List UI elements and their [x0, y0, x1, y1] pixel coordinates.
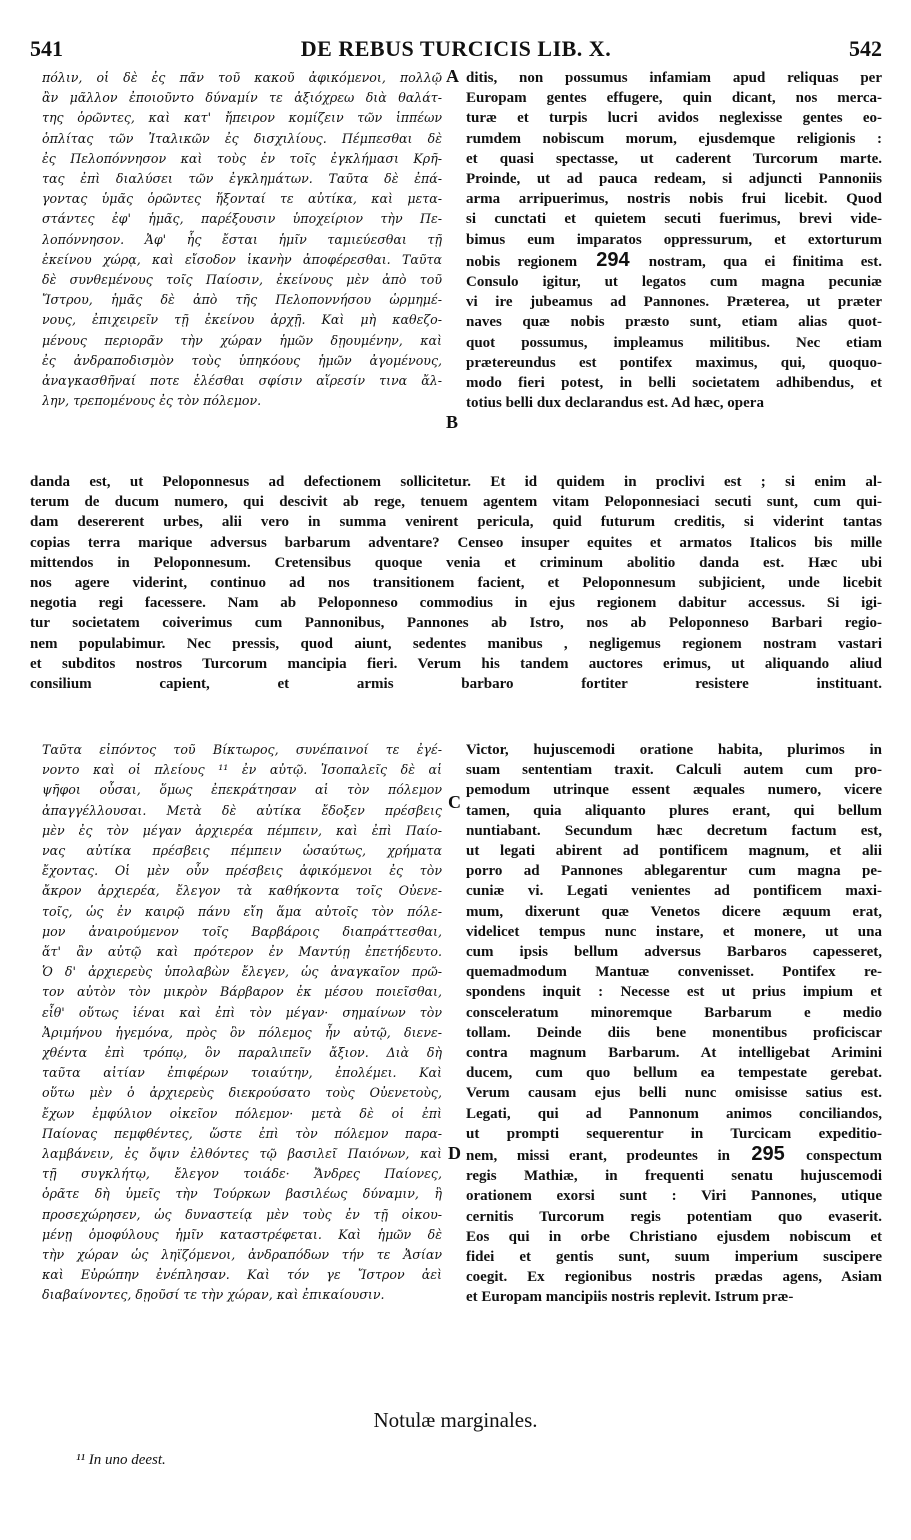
bottom-latin-column	[466, 740, 882, 1308]
text-line: μένῃ ὁμοφύλους ἡμῖν καταστρέφεται. Καὶ ἡμῶν δὲ	[42, 1226, 442, 1242]
text-line: τὴν χώραν ὡς ληϊζόμενοι, ἀνδραπόδων τήν τε Ἀσίαν	[42, 1247, 442, 1263]
text-line: pemodum utrinque essent æquales numero, vicere	[466, 782, 882, 799]
text-line: copias terra marique adversus barbarum adventare? Censeo insuper equites et armatos Italicos bis mille	[30, 534, 882, 551]
text-line: ἄκρον ἀρχιερέα, ἔλεγον τὰ καθήκοντα τοῖς Οὐενε-	[42, 883, 442, 899]
text-line: ἂν μᾶλλον ἐποιοῦντο δύναμίν τε ἀξιόχρεω διὰ θαλάτ-	[42, 90, 442, 106]
text-line: ditis, non possumus infamiam apud reliquas per	[466, 70, 882, 86]
text-line: tollam. Deinde diis bene monentibus proficiscar	[466, 1024, 882, 1041]
text-line: εἶθ' οὕτως ἰέναι καὶ ἐπὶ τὸν μέγαν· σημαίνων τὸν	[42, 1004, 442, 1020]
text-line: τας ἐπὶ διαλύσει τῶν ἐγκλημάτων. Ταῦτα δὲ ἐπά-	[42, 171, 442, 187]
text-line: Eos qui in orbe Christiano ejusdem nobiscum et	[466, 1228, 882, 1245]
text-line: consilium capient, et armis barbaro fortiter resistere instituant.	[30, 676, 882, 693]
text-line: καὶ Εὐρώπην ἐνέπλησαν. Καὶ τόν γε Ἴστρον ἀεὶ	[42, 1267, 442, 1283]
text-line: ἔχοντας. Οἱ μὲν οὖν πρέσβεις ἀφικόμενοι ἐς τὸν	[42, 863, 442, 879]
top-latin-column	[466, 68, 882, 413]
right-page-number: 542	[849, 36, 882, 61]
text-line: της ὁρῶντες, καὶ κατ' ἤπειρον κομίζειν τῶν ἱππέων	[42, 110, 442, 126]
edition-page-number: 295	[729, 1144, 807, 1166]
text-line: ut legati abirent ad pontificem magnum, et alii	[466, 843, 882, 860]
text-line: contra magnum Barbarum. At intelligebat Arimini	[466, 1045, 882, 1062]
text-line: bimus eum imparatos oppressurum, et extorturum	[466, 231, 882, 248]
text-line: διαβαίνοντες, δῃοῦσί τε τὴν χώραν, καὶ ἐπικαίουσιν.	[42, 1287, 385, 1303]
text-line: cernitis Turcorum regis potentiam quo evaserit.	[466, 1208, 882, 1225]
text-line: λοπόννησον. Ἀφ' ἧς ἔσται ἡμῖν ταμιεύεσθαι τῇ	[42, 231, 442, 247]
text-fragment: conspectum	[806, 1148, 882, 1165]
text-line: vi ire jubeamus ad Pannones. Præterea, ut præter	[466, 294, 882, 311]
text-line: γοντας ὑμᾶς ὁρῶντες ἥξονταί τε αὐτίκα, καὶ μετα-	[42, 191, 442, 207]
text-line: videlicet tempus nunc instare, et monere, ut una	[466, 923, 882, 940]
text-line: νους, ἐπιχειρεῖν τῇ ἐκείνου ἀρχῇ. Καὶ μὴ καθεζο-	[42, 312, 442, 328]
text-line: λαμβάνειν, ἐς ὄψιν ἐλθόντες τῷ βασιλεῖ Παιόνων, καὶ	[42, 1146, 442, 1162]
text-line: prætereundus est pontifex maximus, qui, quoquo-	[466, 354, 882, 371]
text-line: ἐκείνου χώρᾳ, καὶ εἴσοδον ἱκανὴν ἀποφέρεσθαι. Ταῦτα	[42, 251, 442, 267]
text-line: τον αὐτὸν τὸν μικρὸν Βάρβαρον ἐκ μέσου ποιεῖσθαι,	[42, 984, 442, 1000]
text-line: ut prompti sequerentur in Turcicam expeditio-	[466, 1125, 882, 1142]
text-line: si cunctati et quietem secuti fuerimus, brevi vide-	[466, 211, 882, 228]
text-line: χθέντα ἐπὶ τρόπῳ, ὃν παραλιπεῖν ἄξιον. Διὰ δὴ	[42, 1045, 442, 1061]
text-line: οὕτω μὲν ὁ ἀρχιερεὺς διεκρούσατο τοὺς Οὐενετοὺς,	[42, 1085, 442, 1101]
text-line: nobis regionem 294 nostram, qua ei finitima est.	[466, 249, 882, 271]
marginal-notes-title: Notulæ marginales.	[373, 1408, 538, 1432]
text-line: spondens inquit : Necesse est ut prius impium et	[466, 984, 882, 1001]
text-line: cuniæ vi. Legati venientes ad pontificem maxi-	[466, 883, 882, 900]
text-line: nem, missi erant, prodeuntes in 295 conspectum	[466, 1144, 882, 1166]
text-line: μένους περιορᾶν τὴν χώραν ἡμῶν δῃουμένην, καὶ	[42, 332, 442, 348]
text-line: ducem, cum quo bellum ea tempestate gerebat.	[466, 1065, 882, 1082]
bottom-greek-column	[42, 740, 442, 1306]
text-line: Proinde, ut ad pauca redeam, si adjuncti Pannoniis	[466, 171, 882, 188]
text-line: negotia regi facessere. Nam ab Peloponneso commodius in ejus regionem dabitur accessus. Si igi-	[30, 595, 882, 612]
text-line: consceleratum minoremque Barbarum e medio	[466, 1004, 882, 1021]
text-line: Verum causam ejus belli nunc omisisse satius est.	[466, 1085, 882, 1102]
footnote: ¹¹ In uno deest.	[76, 1452, 166, 1468]
text-line: ἔχων ἐμφύλιον οἰκεῖον πόλεμον· μετὰ δὲ οἱ ἐπὶ	[42, 1105, 442, 1121]
text-line: quot possumus, impleamus militibus. Nec etiam	[466, 334, 882, 351]
text-line: mum, dixerunt quæ Venetos dicere æquum erat,	[466, 903, 882, 920]
text-line: Victor, hujuscemodi oratione habita, plurimos in	[466, 742, 882, 758]
text-line: Ἴστρου, ἡμᾶς δὲ ἀπὸ τῆς Πελοποννήσου ὡρμημέ-	[42, 292, 442, 308]
text-line: cum ipsis bellum adversus Barbaros capesseret,	[466, 944, 882, 961]
text-line: quemadmodum Mantuæ convenisset. Pontifex re-	[466, 964, 882, 981]
text-line: tamen, quia aliquanto plures erant, qui bellum	[466, 802, 882, 819]
running-header	[30, 36, 882, 66]
text-line: Ὁ δ' ἀρχιερεὺς ὑπολαβὼν ἔλεγεν, ὡς ἀναγκαῖον πρῶ-	[42, 964, 442, 980]
text-line: Legati, qui ad Pannonum animos conciliandos,	[466, 1105, 882, 1122]
text-line: ὁπλίτας τῶν Ἰταλικῶν ἐς δισχιλίους. Πέμπεσθαι δὲ	[42, 130, 442, 146]
full-width-paragraph	[30, 472, 882, 694]
text-line: mittendos in Peloponnesum. Cretensibus quoque venia et criminum abolitio danda est. Hæc ubi	[30, 554, 882, 571]
text-line: suam sententiam traxit. Calculi autem cum pro-	[466, 762, 882, 779]
text-line: et Europam mancipiis nostris replevit. Istrum præ-	[466, 1289, 794, 1306]
margin-marker-d: D	[448, 1143, 461, 1163]
top-greek-column	[42, 68, 442, 411]
margin-marker-b: B	[446, 412, 459, 432]
text-line: μον ἀναιρούμενον τοῖς Βαρβάροις διαπράττεσθαι,	[42, 923, 442, 939]
text-line: nuntiabant. Secundum hæc decretum factum est,	[466, 822, 882, 839]
text-line: modo fieri potest, in belli societatem adhibendus, et	[466, 375, 882, 392]
text-line: danda est, ut Peloponnesus ad defectionem sollicitetur. Et id quidem in proclivi est ; si enim al-	[30, 474, 882, 490]
text-line: Ἀριμήνου ἡγεμόνα, πρὸς ὃν πόλεμος ἦν αὐτῷ, διενε-	[42, 1024, 442, 1040]
text-line: nem populabimur. Nec pressis, quod aiunt, sedentes manibus , negligemus regionem nostram vastari	[30, 635, 882, 652]
text-line: terum de ducum numero, qui descivit ab rege, tenuem agentem vitam Peloponnesiaci secuti sunt, cum qui-	[30, 494, 882, 511]
text-line: νας αὐτίκα πρέσβεις πέμπειν ὡσαύτως, χρήματα	[42, 843, 442, 859]
text-line: ἐς Πελοπόννησον καὶ τοὺς ἐν τοῖς ἐγκλήμασι Κρῆ-	[42, 150, 442, 166]
text-line: ψῆφοι οὖσαι, ὅμως ἐπεκράτησαν αἱ τὸν πόλεμον	[42, 782, 442, 798]
text-line: ἀπαγγέλλουσαι. Μετὰ δὲ αὐτίκα ἔδοξεν πρέσβεις	[42, 802, 442, 818]
text-line: Europam gentes effugere, quin dicant, nos merca-	[466, 90, 882, 107]
text-line: et quasi spectasse, ut caderent Turcorum marte.	[466, 150, 882, 167]
text-line: turæ et turpis lucri avidos neglexisse gentes eo-	[466, 110, 882, 127]
text-fragment: nostram, qua ei finitima est.	[648, 253, 882, 270]
text-line: porro ad Pannones ablegarentur cum magna pe-	[466, 863, 882, 880]
text-line: τῇ συγκλήτῳ, ἔλεγον τοιάδε· Ἄνδρες Παίονες,	[42, 1166, 442, 1182]
text-line: tur societatem coiverimus cum Pannonibus, Pannones ab Istro, nos ab Peloponneso Barbari regio-	[30, 615, 882, 632]
text-line: rumdem nobiscum morum, ejusdemque religionis :	[466, 130, 882, 147]
margin-marker-a: A	[446, 66, 459, 86]
text-line: λην, τρεπομένους ἐς τὸν πόλεμον.	[42, 393, 262, 409]
text-line: nos agere viderint, continuo ad nos transitionem facient, et Peloponnesum subjicient, unde licebit	[30, 575, 882, 592]
text-line: fidei et gentis sunt, suum imperium suscipere	[466, 1249, 882, 1266]
text-line: ἅτ' ἂν αὐτῷ καὶ πρότερον ἐν Μαντύῃ ἐπετήδευτο.	[42, 944, 442, 960]
text-line: ἀναγκασθῆναί ποτε ἑλέσθαι σφίσιν αἵρεσίν τινα ἄλ-	[42, 373, 442, 389]
text-line: orationem exorsi sunt : Viri Pannones, utique	[466, 1188, 882, 1205]
text-line: πόλιν, οἱ δὲ ἐς πᾶν τοῦ κακοῦ ἀφικόμενοι, πολλῷ	[42, 70, 442, 85]
text-line: totius belli dux declarandus est. Ad hæc, opera	[466, 395, 764, 412]
margin-marker-c: C	[448, 792, 461, 812]
text-line: et subditos nostros Turcorum mancipia fieri. Verum his tandem auctores erimus, ut aliquando aliud	[30, 655, 882, 672]
text-line: Παίονας πεμφθέντες, ὥστε ἐπὶ τὸν πόλεμον παρα-	[42, 1125, 442, 1141]
text-line: arma arripuerimus, nostris nobis frui licebit. Quod	[466, 191, 882, 208]
text-line: προσεχώρησεν, ὡς δυναστείᾳ μὲν τοὺς ἐν τῇ οἰκου-	[42, 1206, 442, 1222]
text-line: naves quæ nobis præsto sunt, etiam alias quot-	[466, 314, 882, 331]
text-line: dam desererent urbes, alii vero in summa venirent pericula, quid futurum creditis, si viderint tantas	[30, 514, 882, 531]
text-line: Ταῦτα εἰπόντος τοῦ Βίκτωρος, συνέπαινοί τε ἐγέ-	[42, 742, 442, 757]
edition-page-number: 294	[577, 249, 649, 271]
text-line: τοῖς, ὡς ἐν καιρῷ πάνυ εἴη ἅμα αὐτοῖς τὸν πόλε-	[42, 903, 442, 919]
left-page-number: 541	[30, 36, 63, 61]
text-line: στάντες ἐφ' ἡμᾶς, παρέξουσιν ὑποχείριον τὴν Πε-	[42, 211, 442, 227]
text-line: ταῦτα αἰτίαν ἐπιφέρων τοιαύτην, ἐπολέμει. Καὶ	[42, 1065, 442, 1081]
running-title: DE REBUS TURCICIS LIB. X.	[300, 36, 612, 61]
text-line: regis Mathiæ, in frequenti senatu hujuscemodi	[466, 1168, 882, 1185]
text-line: μὲν ἐς τὸν μέγαν ἀρχιερέα πέμπειν, καὶ ἐπὶ Παίο-	[42, 822, 442, 838]
text-line: νοντο καὶ οἱ πλείους ¹¹ ἐν αὐτῷ. Ἰσοπαλεῖς δὲ αἱ	[42, 762, 442, 778]
text-line: ἐς ἀνδραποδισμὸν τοὺς ὑπηκόους ἡμῶν ἀγομένους,	[42, 352, 442, 368]
text-line: Consulo igitur, ut legatos cum magna pecuniæ	[466, 274, 882, 291]
text-line: ὁρᾶτε δὴ ὑμεῖς τὴν Τούρκων βασιλέως δύναμιν, ἣ	[42, 1186, 442, 1202]
text-line: δὲ συνθεμένους τοῖς Παίοσιν, ἐκείνους μὲν ἀπὸ τοῦ	[42, 272, 442, 288]
text-line: coegit. Ex regionibus nostris prædas agens, Asiam	[466, 1269, 882, 1286]
